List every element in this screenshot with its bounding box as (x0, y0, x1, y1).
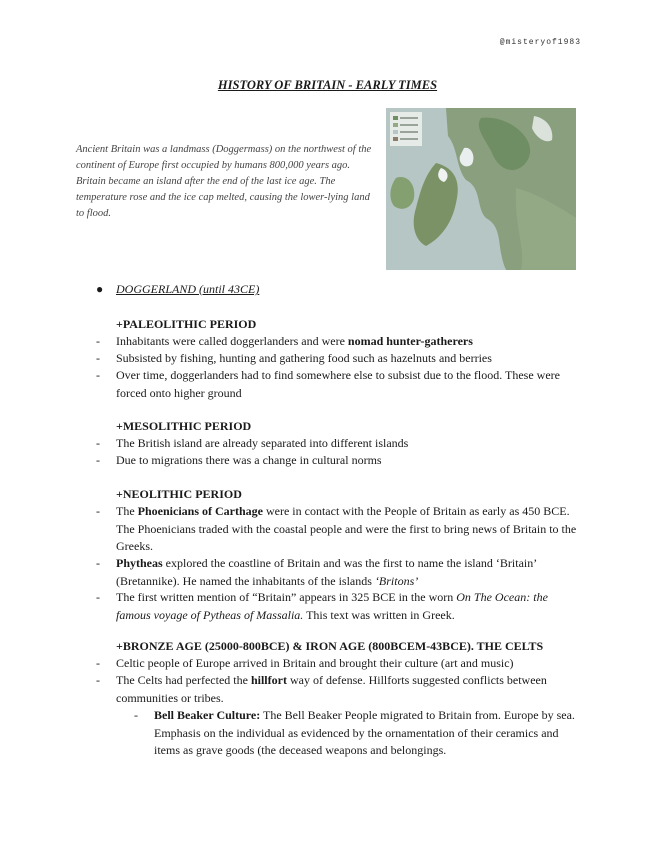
mesolithic-heading: +MESOLITHIC PERIOD (116, 419, 252, 433)
item-bold-text: Bell Beaker Culture: (154, 708, 261, 722)
item-text: Celtic people of Europe arrived in Britain and brought their culture (art and music) (116, 656, 514, 670)
bronze-iron-heading: +BRONZE AGE (25000-800BCE) & IRON AGE (800BCEM-43BCE). THE CELTS (116, 639, 544, 653)
item-bold-text: Phytheas (116, 556, 163, 570)
item-italic-text: ‘Britons’ (374, 573, 419, 588)
item-text: The first written mention of “Britain” appears in 325 BCE in the worn (116, 590, 457, 604)
author-handle: @misteryof1983 (499, 38, 581, 47)
item-text: Due to migrations there was a change in cultural norms (116, 453, 382, 467)
intro-text-2: Britain became an island after the end of the last ice age. The temperature rose and the ice cap melted, causing the lower-lying land to flood. (76, 176, 370, 219)
item-text: way of defense. Hillforts suggested conflicts between communities or tribes. (116, 673, 547, 705)
section-heading-doggerland: DOGGERLAND (until 43CE) (116, 282, 260, 296)
item-text: Over time, doggerlanders had to find somewhere else to subsist due to the flood. These were forced onto higher ground (116, 368, 560, 400)
dash-marker: - (96, 504, 100, 518)
item-bold-text: hillfort (250, 673, 287, 687)
dash-marker: - (96, 368, 100, 382)
item-bold-text: nomad hunter-gatherers (347, 334, 473, 348)
dash-marker: - (96, 656, 100, 670)
doggerland-map-image (386, 108, 576, 270)
item-text: explored the coastline of Britain and was the first to name the island ‘Britain’ (Bretannike). He named the inhabitants of the islands (116, 556, 537, 588)
dash-marker: - (96, 334, 100, 348)
item-text: The Bell Beaker People migrated to Britain from. Europe by sea. Emphasis on the individual as evidenced by the ornamentation of their ceramics and items as grave goods (the deceased weapons and belongings. (154, 708, 575, 757)
dash-marker: - (96, 453, 100, 467)
dash-marker: - (96, 436, 100, 450)
paleolithic-heading: +PALEOLITHIC PERIOD (116, 317, 257, 331)
section-bullet: ● (96, 282, 104, 296)
item-text: This text was written in Greek. (303, 607, 455, 622)
dash-marker: - (134, 708, 138, 722)
item-text: The Celts had perfected the (116, 673, 251, 687)
item-bold-text: Phoenicians of Carthage (137, 504, 263, 518)
dash-marker: - (96, 556, 100, 570)
page-title: HISTORY OF BRITAIN - EARLY TIMES (217, 78, 438, 92)
item-italic-text: On The Ocean: the famous voyage of Pytheas of Massalia. (116, 590, 548, 622)
intro-paragraph (76, 142, 376, 222)
map-illustration (386, 108, 576, 270)
item-text: Subsisted by fishing, hunting and gathering food such as hazelnuts and berries (116, 351, 492, 365)
neolithic-heading: +NEOLITHIC PERIOD (116, 487, 242, 501)
item-text: were in contact with the People of Britain as early as 450 BCE. The Phoenicians traded with the coastal people and were the first to bring news of Britain to the Greeks. (116, 504, 577, 553)
dash-marker: - (96, 351, 100, 365)
intro-text-1: Ancient Britain was a landmass (Doggermass) on the northwest of the continent of Europe first occupied by humans 800,000 years ago. (76, 144, 372, 171)
item-text: The (116, 504, 138, 518)
item-text: The British island are already separated into different islands (116, 436, 409, 450)
dash-marker: - (96, 590, 100, 604)
item-text: Inhabitants were called doggerlanders and were (116, 334, 348, 348)
dash-marker: - (96, 673, 100, 687)
